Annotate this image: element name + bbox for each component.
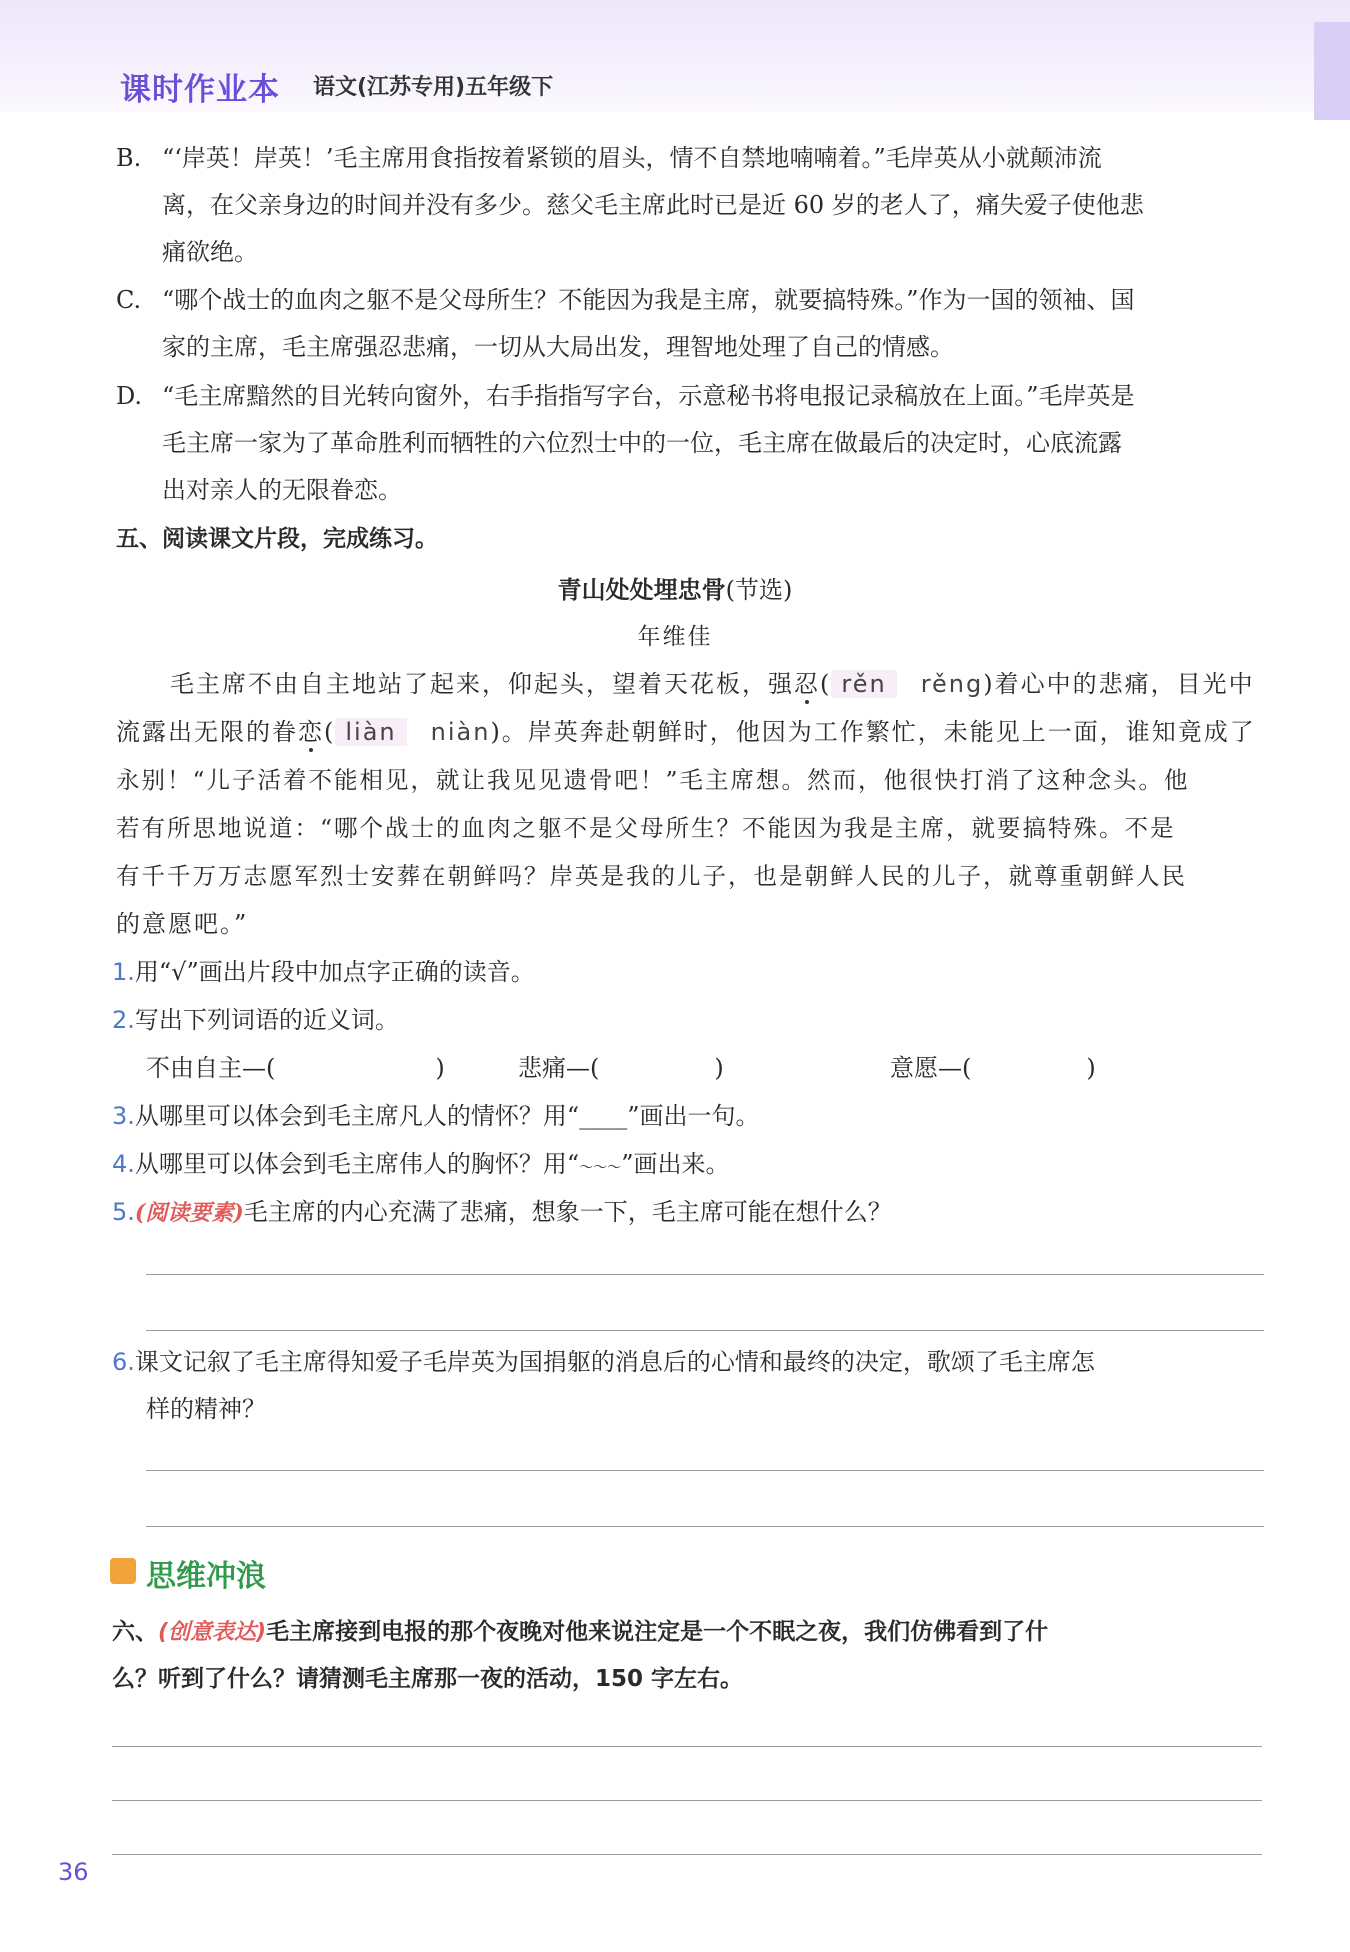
question-text: 毛主席的内心充满了悲痛，想象一下，毛主席可能在想什么？ <box>243 1198 892 1226</box>
question-2 <box>112 1003 399 1037</box>
question-4 <box>112 1147 729 1185</box>
question-text: 从哪里可以体会到毛主席伟人的胸怀？用“ <box>134 1150 580 1178</box>
section-6-line <box>112 1615 1048 1650</box>
question-text: 用“√”画出片段中加点字正确的读音。 <box>134 958 535 986</box>
pinyin-option[interactable]: rěng <box>920 670 984 698</box>
pinyin-option[interactable]: niàn <box>430 718 491 746</box>
option-b-line: “‘岸英！岸英！’毛主席用食指按着紧锁的眉头，情不自禁地喃喃着。”毛岸英从小就颠沛流 <box>162 144 1102 172</box>
section-6-prefix: 六、 <box>112 1619 158 1645</box>
option-b-line: 离，在父亲身边的时间并没有多少。慈父毛主席此时已是近 60 岁的老人了，痛失爱子使他悲 <box>162 191 1144 219</box>
creative-tag: (创意表达) <box>158 1620 267 1645</box>
option-d-label: D. <box>116 382 143 410</box>
question-text: 写出下列词语的近义词。 <box>134 1006 399 1034</box>
question-number: 3. <box>112 1102 135 1130</box>
answer-line[interactable] <box>112 1800 1262 1801</box>
section-6-text: 毛主席接到电报的那个夜晚对他来说注定是一个不眠之夜，我们仿佛看到了什 <box>266 1619 1049 1645</box>
think-section-title: 思维冲浪 <box>146 1559 266 1594</box>
passage-text: 流露出无限的眷 <box>116 718 298 746</box>
question-text: ”画出一句。 <box>627 1102 760 1130</box>
paren: ) <box>435 1054 445 1082</box>
passage-title <box>0 570 1350 605</box>
paren: ( <box>324 718 336 746</box>
answer-line[interactable] <box>146 1526 1264 1527</box>
page-number: 36 <box>58 1858 89 1886</box>
synonym-blank-2[interactable] <box>518 1051 724 1085</box>
synonym-word: 意愿—( <box>890 1054 972 1082</box>
option-b-label: B. <box>116 144 142 172</box>
passage-line <box>116 715 1256 749</box>
page-header <box>0 0 1350 112</box>
pinyin-option[interactable]: liàn <box>335 718 406 746</box>
question-5 <box>112 1195 892 1230</box>
passage-author: 年维佳 <box>637 624 713 650</box>
dotted-char: 忍 <box>794 670 820 698</box>
question-number: 5. <box>112 1198 135 1226</box>
section-6-line: 么？听到了什么？请猜测毛主席那一夜的活动，150 字左右。 <box>112 1666 744 1692</box>
passage-text: 毛主席不由自主地站了起来，仰起头，望着天花板，强 <box>170 670 794 698</box>
option-c-line: 家的主席，毛主席强忍悲痛，一切从大局出发，理智地处理了自己的情感。 <box>162 333 954 361</box>
wavy-mark: ～～～ <box>579 1160 622 1176</box>
passage-title-text: 青山处处埋忠骨 <box>557 576 726 604</box>
passage-text: )着心中的悲痛，目光中 <box>983 670 1255 698</box>
question-number: 2. <box>112 1006 135 1034</box>
answer-line[interactable] <box>112 1746 1262 1747</box>
question-number: 4. <box>112 1150 135 1178</box>
brand-title: 课时作业本 <box>120 72 280 108</box>
paren: ) <box>1086 1054 1096 1082</box>
paren: ) <box>714 1054 724 1082</box>
question-number: 6. <box>112 1348 135 1376</box>
option-d-line: 出对亲人的无限眷恋。 <box>162 476 402 504</box>
question-number: 1. <box>112 958 135 986</box>
paren: ( <box>820 670 832 698</box>
synonym-blank-3[interactable] <box>890 1051 1096 1085</box>
wave-icon <box>110 1558 136 1584</box>
synonym-word: 不由自主—( <box>146 1054 276 1082</box>
reading-tag: (阅读要素) <box>134 1200 244 1226</box>
subject-title: 语文(江苏专用)五年级下 <box>313 75 554 100</box>
option-c-line: “哪个战士的血肉之躯不是父母所生？不能因为我是主席，就要搞特殊。”作为一国的领袖、国 <box>162 286 1135 314</box>
option-d-line: “毛主席黯然的目光转向窗外，右手指指写字台，示意秘书将电报记录稿放在上面。”毛岸英是 <box>162 382 1135 410</box>
passage-line: 永别！“儿子活着不能相见，就让我见见遗骨吧！”毛主席想。然而，他很快打消了这种念头。他 <box>116 766 1190 794</box>
header-accent-bar <box>1314 22 1350 120</box>
synonym-blank-1[interactable] <box>146 1051 445 1085</box>
pinyin-option[interactable]: rěn <box>831 670 896 698</box>
option-b-line: 痛欲绝。 <box>162 238 258 266</box>
question-6 <box>112 1345 1095 1379</box>
underline-mark: ____ <box>579 1102 628 1130</box>
question-3 <box>112 1099 759 1133</box>
option-d-line: 毛主席一家为了革命胜利而牺牲的六位烈士中的一位，毛主席在做最后的决定时，心底流露 <box>162 429 1122 457</box>
option-c-label: C. <box>116 286 142 314</box>
passage-line: 若有所思地说道：“哪个战士的血肉之躯不是父母所生？不能因为我是主席，就要搞特殊。不是 <box>116 814 1176 842</box>
question-1 <box>112 955 535 989</box>
passage-line <box>170 667 1255 701</box>
question-text: ”画出来。 <box>621 1150 730 1178</box>
question-6-cont: 样的精神？ <box>146 1395 266 1423</box>
question-text: 从哪里可以体会到毛主席凡人的情怀？用“ <box>134 1102 580 1130</box>
passage-line: 有千千万万志愿军烈士安葬在朝鲜吗？岸英是我的儿子，也是朝鲜人民的儿子，就尊重朝鲜人民 <box>116 862 1187 890</box>
passage-text: )。岸英奔赴朝鲜时，他因为工作繁忙，未能见上一面，谁知竟成了 <box>490 718 1256 746</box>
answer-line[interactable] <box>112 1854 1262 1855</box>
answer-line[interactable] <box>146 1330 1264 1331</box>
synonym-word: 悲痛—( <box>518 1054 600 1082</box>
section-5-title: 五、阅读课文片段，完成练习。 <box>116 526 438 552</box>
answer-line[interactable] <box>146 1274 1264 1275</box>
passage-line: 的意愿吧。” <box>116 910 249 938</box>
question-text: 课文记叙了毛主席得知爱子毛岸英为国捐躯的消息后的心情和最终的决定，歌颂了毛主席怎 <box>134 1348 1095 1376</box>
passage-title-note: (节选) <box>725 576 793 604</box>
dotted-char: 恋 <box>298 718 324 746</box>
answer-line[interactable] <box>146 1470 1264 1471</box>
